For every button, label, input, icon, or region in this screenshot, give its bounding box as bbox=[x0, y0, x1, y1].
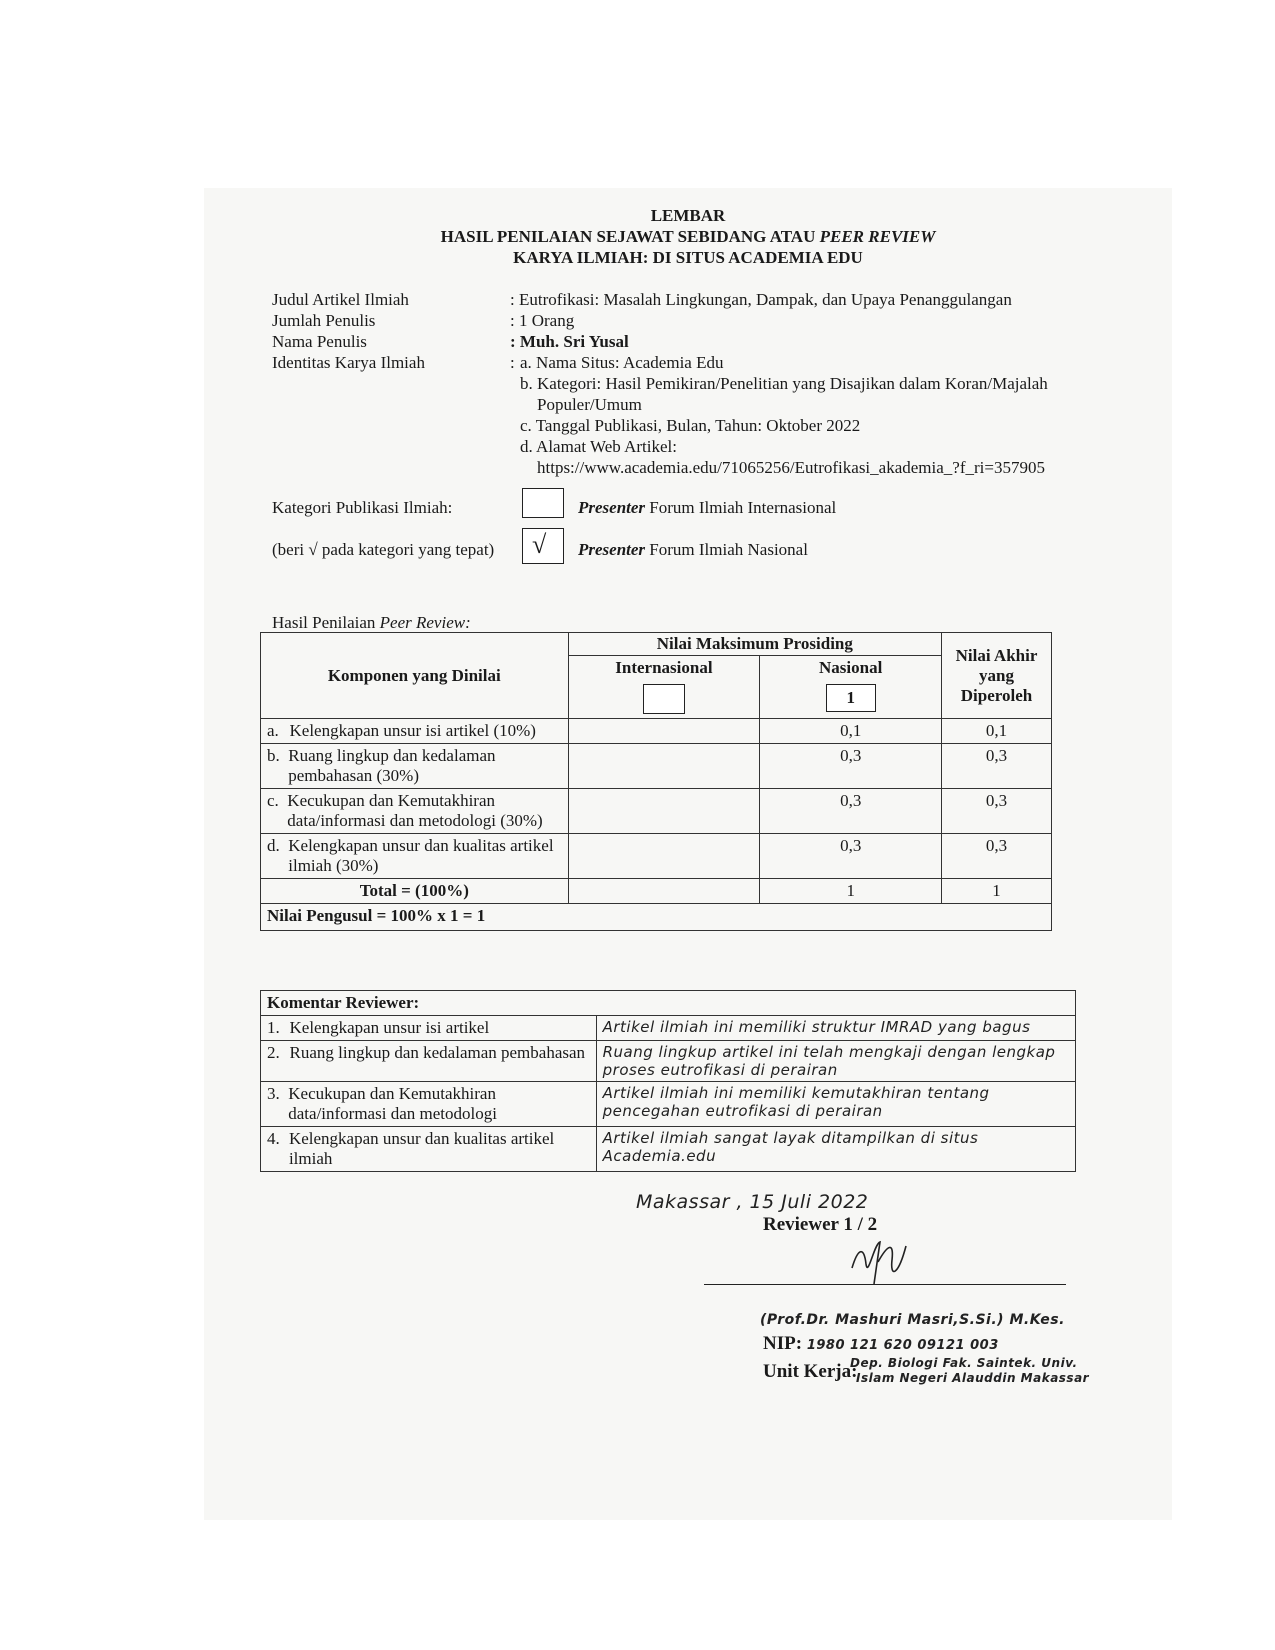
checkbox-internasional bbox=[522, 488, 564, 518]
option-internasional: Presenter Forum Ilmiah Internasional bbox=[578, 498, 837, 517]
identitas-url: https://www.academia.edu/71065256/Eutrofikasi_akademia_?f_ri=357905 bbox=[537, 458, 1045, 477]
signature-scribble-icon bbox=[848, 1238, 918, 1286]
identitas-b-cont: Populer/Umum bbox=[537, 395, 642, 414]
label-kategori: Kategori Publikasi Ilmiah: bbox=[272, 498, 453, 517]
header-nasional: Nasional 1 bbox=[760, 656, 942, 719]
comment-header: Komentar Reviewer: bbox=[261, 991, 1076, 1016]
comment-text: Artikel ilmiah ini memiliki kemutakhiran tentang pencegahan eutrofikasi di perairan bbox=[596, 1082, 1075, 1127]
identitas-b: b. Kategori: Hasil Pemikiran/Penelitian yang Disajikan dalam Koran/Majalah bbox=[520, 374, 1048, 393]
document-page bbox=[204, 188, 1172, 1520]
reviewer-label: Reviewer 1 / 2 bbox=[763, 1214, 878, 1235]
unit-kerja-line: Unit Kerja: bbox=[763, 1361, 858, 1382]
comment-row: 1. Kelengkapan unsur isi artikel Artikel ilmiah ini memiliki struktur IMRAD yang bagus bbox=[261, 1016, 1076, 1041]
header-nilai-maks: Nilai Maksimum Prosiding bbox=[568, 633, 942, 656]
label-nama: Nama Penulis bbox=[272, 332, 367, 351]
score-table bbox=[260, 632, 1052, 931]
table-row: d. Kelengkapan unsur dan kualitas artikel ilmiah (30%) 0,3 0,3 bbox=[261, 834, 1052, 879]
identitas-d: d. Alamat Web Artikel: bbox=[520, 437, 677, 456]
nilai-pengusul-row: Nilai Pengusul = 100% x 1 = 1 bbox=[261, 904, 1052, 931]
intl-box bbox=[643, 684, 685, 714]
comment-row: 4. Kelengkapan unsur dan kualitas artikel ilmiah Artikel ilmiah sangat layak ditampilkan di situs Academia.edu bbox=[261, 1127, 1076, 1172]
table-row: c. Kecukupan dan Kemutakhiran data/informasi dan metodologi (30%) 0,3 0,3 bbox=[261, 789, 1052, 834]
identitas-colon: : bbox=[510, 353, 515, 372]
label-hasil-penilaian: Hasil Penilaian Peer Review: bbox=[272, 613, 471, 632]
table-row: b. Ruang lingkup dan kedalaman pembahasan (30%) 0,3 0,3 bbox=[261, 744, 1052, 789]
comment-row: 2. Ruang lingkup dan kedalaman pembahasan Ruang lingkup artikel ini telah mengkaji dengan lengkap proses eutrofikasi di perairan bbox=[261, 1041, 1076, 1082]
label-jumlah: Jumlah Penulis bbox=[272, 311, 376, 330]
doc-title-2: HASIL PENILAIAN SEJAWAT SEBIDANG ATAU PEER REVIEW bbox=[440, 227, 936, 246]
identitas-c: c. Tanggal Publikasi, Bulan, Tahun: Oktober 2022 bbox=[520, 416, 861, 435]
option-nasional: Presenter Forum Ilmiah Nasional bbox=[578, 540, 808, 559]
nip-line: NIP: 1980 121 620 09121 003 bbox=[763, 1333, 999, 1354]
reviewer-name: (Prof.Dr. Mashuri Masri,S.Si.) M.Kes. bbox=[760, 1312, 1065, 1328]
value-jumlah: : 1 Orang bbox=[510, 311, 575, 330]
check-mark-icon: √ bbox=[532, 530, 547, 559]
doc-title-1: LEMBAR bbox=[650, 206, 726, 225]
comment-text: Artikel ilmiah ini memiliki struktur IMRAD yang bagus bbox=[596, 1016, 1075, 1041]
header-nilai-akhir: Nilai Akhir yang Diperoleh bbox=[942, 633, 1052, 719]
signature-line bbox=[704, 1284, 1066, 1285]
unit-kerja-value: Dep. Biologi Fak. Saintek. Univ. Islam Negeri Alauddin Makassar bbox=[850, 1356, 1090, 1385]
header-internasional: Internasional bbox=[568, 656, 760, 719]
comment-row: 3. Kecukupan dan Kemutakhiran data/informasi dan metodologi Artikel ilmiah ini memiliki kemutakhiran tentang pencegahan eutrofikasi di perairan bbox=[261, 1082, 1076, 1127]
value-judul: : Eutrofikasi: Masalah Lingkungan, Dampak, dan Upaya Penanggulangan bbox=[510, 290, 1012, 309]
doc-title-3: KARYA ILMIAH: DI SITUS ACADEMIA EDU bbox=[513, 248, 863, 267]
label-identitas: Identitas Karya Ilmiah bbox=[272, 353, 425, 372]
table-row: a. Kelengkapan unsur isi artikel (10%) 0,1 0,1 bbox=[261, 719, 1052, 744]
checkbox-nasional bbox=[522, 528, 564, 564]
identitas-a: a. Nama Situs: Academia Edu bbox=[520, 353, 724, 372]
label-judul: Judul Artikel Ilmiah bbox=[272, 290, 409, 309]
total-row: Total = (100%) 1 1 bbox=[261, 879, 1052, 904]
value-nama: : Muh. Sri Yusal bbox=[510, 332, 629, 351]
comment-text: Artikel ilmiah sangat layak ditampilkan di situs Academia.edu bbox=[596, 1127, 1075, 1172]
comment-table bbox=[260, 990, 1076, 1172]
sign-place-date: Makassar , 15 Juli 2022 bbox=[636, 1191, 869, 1213]
nas-box: 1 bbox=[826, 684, 876, 712]
header-komponen: Komponen yang Dinilai bbox=[261, 633, 569, 719]
comment-text: Ruang lingkup artikel ini telah mengkaji dengan lengkap proses eutrofikasi di perairan bbox=[596, 1041, 1075, 1082]
label-kategori-hint: (beri √ pada kategori yang tepat) bbox=[272, 540, 495, 559]
